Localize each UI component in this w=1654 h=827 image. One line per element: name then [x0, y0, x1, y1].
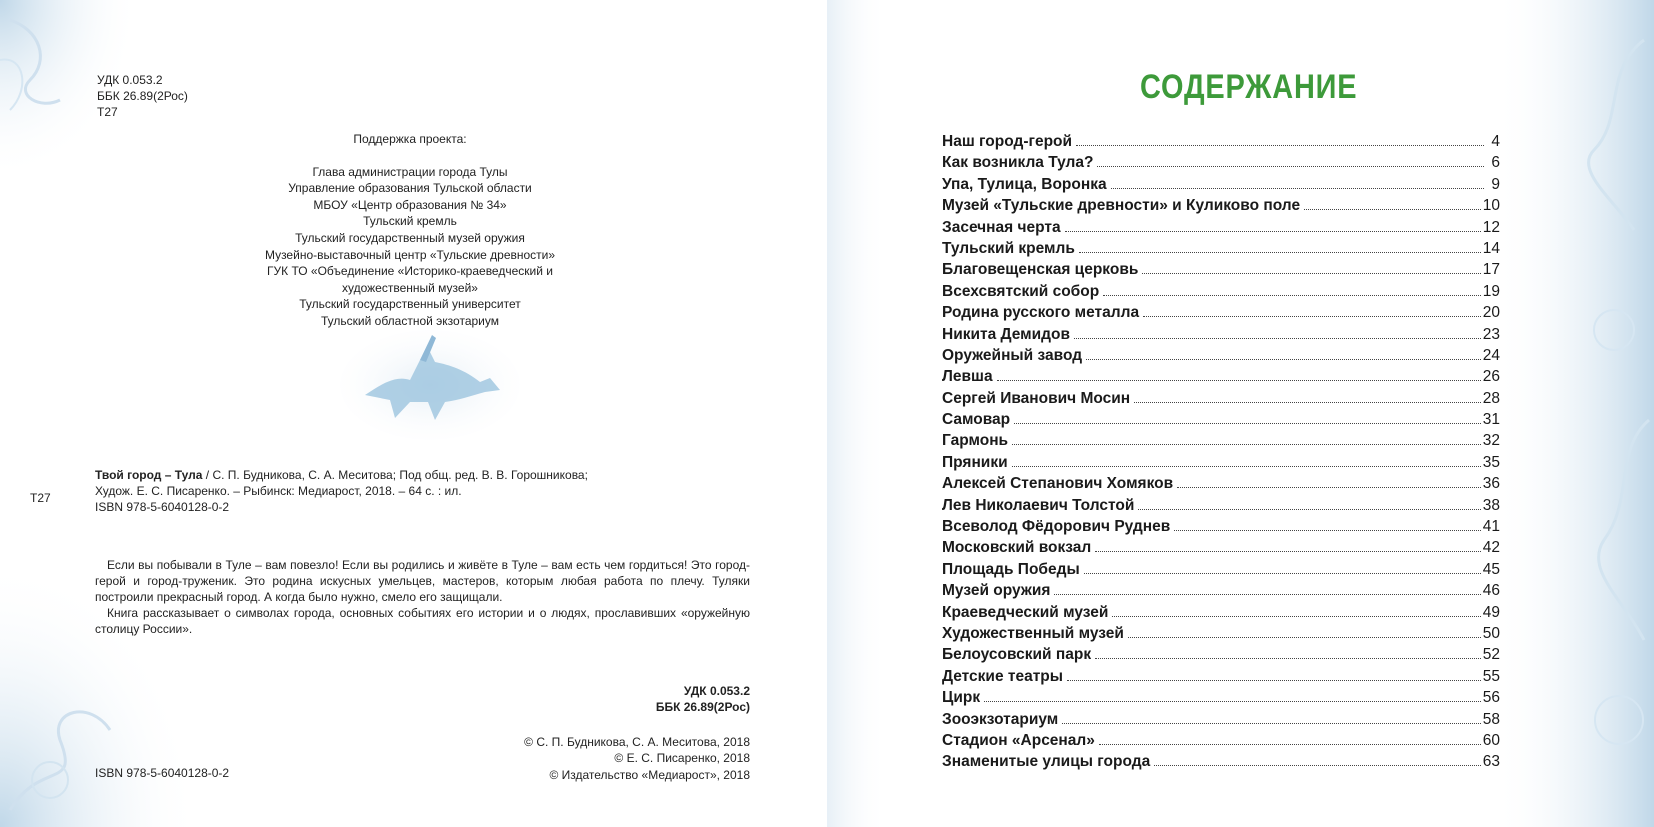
toc-entry-page: 38 — [1482, 496, 1500, 514]
isbn-bottom: ISBN 978-5-6040128-0-2 — [95, 766, 230, 780]
toc-entry-title: Сергей Иванович Мосин — [942, 389, 1131, 407]
toc-entry[interactable] — [942, 732, 1500, 753]
book-isbn: ISBN 978-5-6040128-0-2 — [95, 500, 230, 514]
toc-entry-page: 36 — [1482, 475, 1500, 493]
support-item: МБОУ «Центр образования № 34» — [313, 197, 507, 212]
toc-leader-dots — [1054, 594, 1480, 595]
toc-leader-dots — [1138, 509, 1480, 510]
toc-entry-page: 60 — [1482, 731, 1500, 749]
toc-leader-dots — [1067, 680, 1481, 681]
toc-entry-title: Знаменитые улицы города — [942, 753, 1151, 771]
abstract-paragraph: Книга рассказывает о символах города, основных событиях его истории и о людях, прославивших «оружейную столицу России». — [95, 606, 750, 636]
toc-entry-page: 45 — [1482, 560, 1500, 578]
toc-leader-dots — [1142, 273, 1480, 274]
toc-entry-page: 12 — [1482, 218, 1500, 236]
toc-entry-page: 28 — [1482, 389, 1500, 407]
bbk-code: ББК 26.89(2Рос) — [97, 89, 188, 103]
toc-leader-dots — [1014, 423, 1481, 424]
toc-leader-dots — [1177, 487, 1481, 488]
toc-entry[interactable] — [942, 347, 1500, 368]
toc-leader-dots — [1076, 145, 1484, 146]
toc-leader-dots — [1154, 765, 1481, 766]
support-heading: Поддержка проекта: — [353, 132, 467, 146]
toc-leader-dots — [984, 701, 1481, 702]
toc-entry-title: Самовар — [942, 411, 1011, 429]
toc-entry-title: Всеволод Фёдорович Руднев — [942, 518, 1171, 536]
toc-entry[interactable] — [942, 219, 1500, 240]
toc-entry-page: 6 — [1491, 154, 1500, 172]
toc-entry-page: 50 — [1482, 624, 1500, 642]
toc-entry-page: 41 — [1482, 518, 1500, 536]
toc-entry[interactable] — [942, 197, 1500, 218]
toc-entry[interactable] — [942, 689, 1500, 710]
toc-entry-title: Гармонь — [942, 432, 1009, 450]
toc-entry-title: Музей «Тульские древности» и Куликово поле — [942, 197, 1301, 215]
toc-entry[interactable] — [942, 646, 1500, 667]
toc-entry[interactable] — [942, 711, 1500, 732]
support-item: ГУК ТО «Объединение «Историко-краеведческий и художественный музей» — [267, 264, 553, 295]
toc-entry-page: 26 — [1482, 368, 1500, 386]
book-publication: Худож. Е. С. Писаренко. – Рыбинск: Медиарост, 2018. – 64 с. : ил. — [95, 484, 462, 498]
toc-entry-title: Наш город-герой — [942, 133, 1073, 150]
toc-entry-title: Оружейный завод — [942, 346, 1083, 364]
toc-leader-dots — [1074, 338, 1481, 339]
side-author-mark: Т27 — [30, 491, 51, 505]
copyright-block — [450, 734, 750, 783]
udk-code: УДК 0.053.2 — [97, 73, 163, 87]
book-title: Твой город – Тула — [95, 468, 203, 482]
toc-entry[interactable] — [942, 368, 1500, 389]
toc-leader-dots — [1086, 359, 1481, 360]
toc-entry[interactable] — [942, 283, 1500, 304]
toc-entry-page: 19 — [1482, 282, 1500, 300]
support-item: Тульский государственный университет — [299, 297, 521, 312]
toc-entry-page: 46 — [1482, 582, 1500, 600]
copyright-line: © Е. С. Писаренко, 2018 — [614, 751, 750, 766]
toc-entry[interactable] — [942, 390, 1500, 411]
toc-entry[interactable] — [942, 497, 1500, 518]
toc-leader-dots — [1065, 231, 1481, 232]
toc-entry-title: Благовещенская церковь — [942, 261, 1139, 279]
copyright-line: © С. П. Будникова, С. А. Меситова, 2018 — [524, 735, 750, 749]
toc-leader-dots — [1012, 444, 1481, 445]
toc-entry-page: 31 — [1482, 411, 1500, 429]
toc-leader-dots — [1095, 551, 1481, 552]
support-item: Управление образования Тульской области — [288, 181, 532, 196]
udk-block-top — [97, 72, 188, 120]
toc-entry-page: 24 — [1482, 346, 1500, 364]
toc-entry-title: Лев Николаевич Толстой — [942, 496, 1135, 514]
toc-entry-title: Алексей Степанович Хомяков — [942, 475, 1174, 493]
toc-leader-dots — [1143, 316, 1481, 317]
toc-entry[interactable] — [942, 539, 1500, 560]
toc-entry-title: Московский вокзал — [942, 539, 1092, 557]
udk-block-bottom — [540, 683, 750, 715]
toc-entry[interactable] — [942, 518, 1500, 539]
project-support — [240, 131, 580, 330]
toc-entry[interactable] — [942, 625, 1500, 646]
toc-leader-dots — [1174, 530, 1480, 531]
author-mark: Т27 — [97, 105, 118, 119]
toc-leader-dots — [1084, 573, 1481, 574]
toc-entry-page: 32 — [1482, 432, 1500, 450]
toc-leader-dots — [1097, 166, 1484, 167]
toc-entry[interactable] — [942, 133, 1500, 154]
toc-entry[interactable] — [942, 240, 1500, 261]
frost-ornament-icon — [1494, 0, 1654, 827]
toc-entry-page: 17 — [1482, 261, 1500, 279]
toc-entry[interactable] — [942, 475, 1500, 496]
toc-entry[interactable] — [942, 326, 1500, 347]
toc-entry-page: 20 — [1482, 304, 1500, 322]
support-item: Глава администрации города Тулы — [312, 164, 508, 179]
toc-entry-title: Пряники — [942, 453, 1008, 471]
toc-entry-title: Краеведческий музей — [942, 603, 1109, 621]
toc-entry[interactable] — [942, 753, 1500, 774]
toc-entry-title: Цирк — [942, 689, 981, 707]
toc-entry-title: Засечная черта — [942, 218, 1061, 236]
toc-entry-title: Зооэкзотариум — [942, 710, 1059, 728]
toc-entry-title: Площадь Победы — [942, 560, 1080, 578]
toc-entry-page: 9 — [1491, 175, 1500, 193]
toc-entry-page: 63 — [1482, 753, 1500, 771]
toc-entry-title: Белоусовский парк — [942, 646, 1092, 664]
toc-entry-page: 4 — [1491, 133, 1500, 150]
bibliographic-record — [95, 467, 695, 515]
book-abstract — [95, 557, 750, 637]
toc-leader-dots — [1012, 466, 1481, 467]
toc-entry-page: 52 — [1482, 646, 1500, 664]
frost-ornament-icon — [827, 0, 887, 827]
toc-entry[interactable] — [942, 432, 1500, 453]
toc-entry-title: Тульский кремль — [942, 239, 1075, 257]
support-item: Тульский областной экзотариум — [321, 313, 499, 328]
support-item: Тульский государственный музей оружия — [295, 230, 525, 245]
toc-entry-title: Детские театры — [942, 667, 1063, 685]
toc-entry[interactable] — [942, 604, 1500, 625]
toc-leader-dots — [1095, 658, 1481, 659]
bbk-code: ББК 26.89(2Рос) — [655, 700, 750, 714]
toc-entry[interactable] — [942, 454, 1500, 475]
toc-leader-dots — [1103, 295, 1481, 296]
toc-entry-page: 49 — [1482, 603, 1500, 621]
toc-entry-title: Всехсвятский собор — [942, 282, 1100, 300]
toc-entry[interactable] — [942, 561, 1500, 582]
toc-entry-page: 56 — [1482, 689, 1500, 707]
toc-leader-dots — [1128, 637, 1481, 638]
toc-entry[interactable] — [942, 582, 1500, 603]
support-item: Музейно-выставочный центр «Тульские древности» — [264, 247, 556, 262]
toc-leader-dots — [997, 380, 1481, 381]
toc-entry[interactable] — [942, 668, 1500, 689]
table-of-contents — [942, 133, 1500, 775]
toc-entry-title: Никита Демидов — [942, 325, 1071, 343]
toc-entry-title: Стадион «Арсенал» — [942, 731, 1095, 749]
toc-leader-dots — [1304, 209, 1481, 210]
abstract-paragraph: Если вы побывали в Туле – вам повезло! Если вы родились и живёте в Туле – вам есть чем гордиться! Это город-герой и город-труженик. Это родина искусных умельцев, мастеров, которым любая работа по плечу. Туляки построили прекрасный город. А когда было нужно, смело его защищали. — [95, 558, 750, 604]
toc-entry-page: 35 — [1482, 453, 1500, 471]
toc-entry[interactable] — [942, 261, 1500, 282]
book-authors: / С. П. Будникова, С. А. Меситова; Под общ. ред. В. В. Горошникова; — [202, 468, 588, 482]
toc-entry[interactable] — [942, 154, 1500, 175]
support-item: Тульский кремль — [363, 214, 457, 229]
toc-entry-page: 23 — [1482, 325, 1500, 343]
horse-rider-illustration-icon — [340, 330, 520, 445]
toc-entry-page: 42 — [1482, 539, 1500, 557]
toc-leader-dots — [1134, 402, 1481, 403]
toc-entry[interactable] — [942, 411, 1500, 432]
copyright-line: © Издательство «Медиарост», 2018 — [549, 767, 750, 782]
toc-leader-dots — [1062, 723, 1481, 724]
toc-leader-dots — [1111, 188, 1484, 189]
toc-entry-title: Левша — [942, 368, 993, 386]
toc-entry-title: Художественный музей — [942, 624, 1124, 642]
toc-leader-dots — [1079, 252, 1481, 253]
toc-leader-dots — [1099, 744, 1481, 745]
toc-title: СОДЕРЖАНИЕ — [1140, 68, 1358, 106]
toc-entry-title: Упа, Тулица, Воронка — [942, 175, 1107, 193]
toc-entry[interactable] — [942, 176, 1500, 197]
udk-code: УДК 0.053.2 — [683, 684, 750, 698]
toc-entry-page: 14 — [1482, 239, 1500, 257]
toc-leader-dots — [1112, 616, 1480, 617]
toc-entry-title: Родина русского металла — [942, 304, 1140, 322]
toc-entry-title: Как возникла Тула? — [942, 154, 1094, 172]
toc-entry[interactable] — [942, 304, 1500, 325]
toc-entry-page: 10 — [1482, 197, 1500, 215]
toc-entry-page: 55 — [1482, 667, 1500, 685]
toc-entry-page: 58 — [1482, 710, 1500, 728]
toc-entry-title: Музей оружия — [942, 582, 1051, 600]
